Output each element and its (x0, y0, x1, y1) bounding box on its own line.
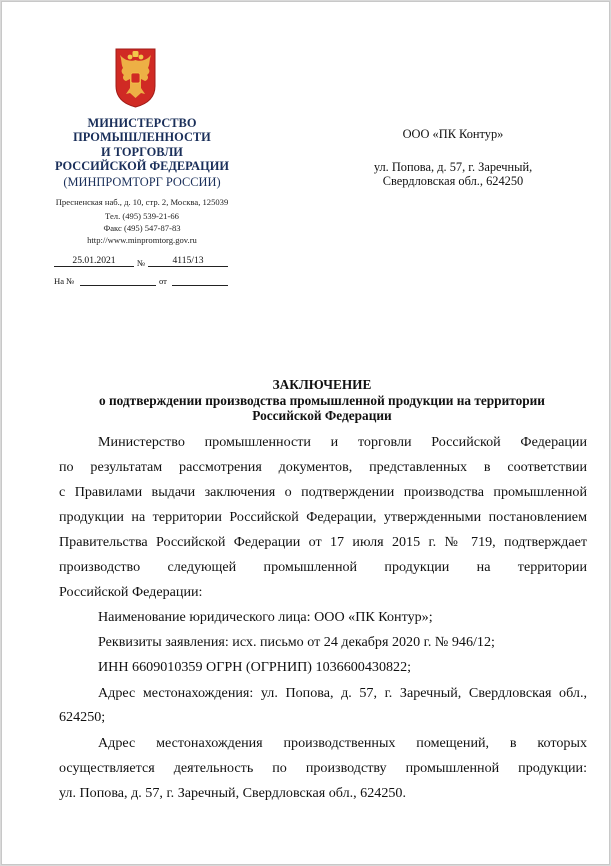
document-number-label: № (137, 258, 146, 268)
document-subtitle-line-2: Российской Федерации (252, 408, 392, 423)
document-date: 25.01.2021 (54, 255, 134, 267)
location-address-line-2: 624250; (59, 709, 106, 725)
ministry-name-line-4: РОССИЙСКОЙ ФЕДЕРАЦИИ (55, 159, 229, 173)
ministry-website: http://www.minpromtorg.gov.ru (87, 235, 197, 245)
addressee-address-line-1: ул. Попова, д. 57, г. Заречный, (373, 160, 533, 174)
ministry-abbreviation: (МИНПРОМТОРГ РОССИИ) (63, 175, 221, 189)
production-address-line-2: осуществляется деятельность по производству промышленной продукции: (59, 760, 587, 776)
ministry-name-line-2: ПРОМЫШЛЕННОСТИ (73, 130, 211, 144)
russian-coat-of-arms-icon (113, 46, 158, 109)
addressee-address-line-2: Свердловская обл., 624250 (382, 174, 524, 188)
ministry-address: Пресненская наб., д. 10, стр. 2, Москва, 125039 (55, 197, 229, 207)
body-paragraph-1-line-6: производство следующей промышленной продукции на территории (59, 559, 587, 575)
document-number: 4115/13 (148, 255, 228, 267)
reference-number-field (80, 275, 156, 286)
application-details: Реквизиты заявления: исх. письмо от 24 декабря 2020 г. № 946/12; (98, 634, 495, 650)
document-subtitle-line-1: о подтверждении производства промышленной продукции на территории (99, 393, 545, 408)
body-paragraph-1-line-1: Министерство промышленности и торговли Российской Федерации (98, 434, 587, 450)
ministry-fax: Факс (495) 547-87-83 (103, 223, 181, 233)
production-address-line-1: Адрес местонахождения производственных помещений, в которых (98, 735, 587, 751)
reference-number-label: На № (54, 276, 75, 286)
addressee-organization: ООО «ПК Контур» (402, 127, 504, 141)
ministry-name-line-1: МИНИСТЕРСТВО (87, 116, 197, 130)
body-paragraph-1-line-5: Правительства Российской Федерации от 17 июля 2015 г. № 719, подтверждает (59, 534, 587, 550)
document-title: ЗАКЛЮЧЕНИЕ (272, 377, 372, 392)
body-paragraph-1-line-4: продукции на территории Российской Федерации, утвержденными постановлением (59, 509, 587, 525)
production-address-line-3: ул. Попова, д. 57, г. Заречный, Свердловская обл., 624250. (59, 785, 406, 801)
body-paragraph-1-line-2: по результатам рассмотрения документов, представленных в соответствии (59, 459, 587, 475)
body-paragraph-1-line-7: Российской Федерации: (59, 584, 203, 600)
document-page (1, 1, 610, 865)
body-paragraph-1-line-3: с Правилами выдачи заключения о подтверждении производства промышленной (59, 484, 587, 500)
reference-from-label: от (159, 276, 167, 286)
legal-entity-name: Наименование юридического лица: ООО «ПК Контур»; (98, 609, 433, 625)
ministry-name-line-3: И ТОРГОВЛИ (101, 145, 183, 159)
reference-date-field (172, 275, 228, 286)
location-address-line-1: Адрес местонахождения: ул. Попова, д. 57, г. Заречный, Свердловская обл., (98, 685, 587, 701)
ministry-phone: Тел. (495) 539-21-66 (105, 211, 179, 221)
inn-ogrn: ИНН 6609010359 ОГРН (ОГРНИП) 1036600430822; (98, 659, 412, 675)
